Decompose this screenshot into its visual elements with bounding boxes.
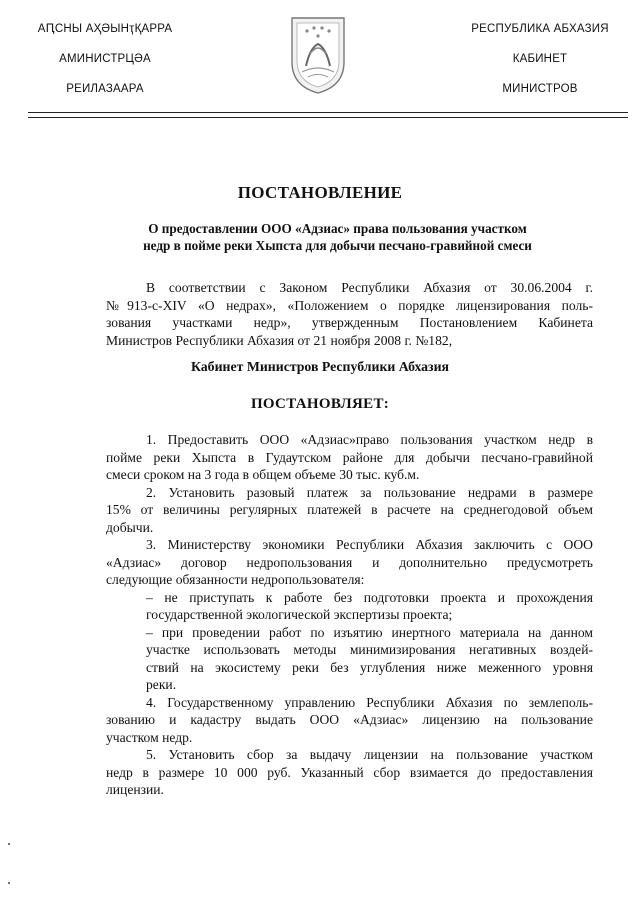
resolution-item-3	[106, 536, 593, 589]
preamble-line: №913-с-XIV «О недрах», «Положением о порядке лицензирования поль-	[106, 297, 593, 313]
header-right-line-1: РЕСПУБЛИКА АБХАЗИЯ	[471, 23, 609, 35]
preamble-line: Министров Республики Абхазия от 21 ноября 2008 г. №182,	[106, 332, 453, 348]
item-line: участком недр.	[106, 729, 193, 745]
cabinet-heading: Кабинет Министров Республики Абхазия	[190, 359, 450, 374]
obligation-1	[106, 589, 593, 624]
header-left-line-3: РЕИЛАЗААРА	[66, 83, 144, 95]
item-line: реки.	[146, 677, 177, 692]
preamble-line: зования участками недр», утвержденным Постановлением Кабинета	[106, 315, 593, 330]
item-line: недр в размере 10 000 руб. Указанный сбор взимается до предоставления	[106, 764, 593, 780]
subject-line: недр в пойме реки Хыпста для добычи песчано-гравийной смеси	[143, 238, 532, 253]
resolution-item-5	[106, 746, 593, 799]
item-line: добычи.	[106, 519, 154, 535]
item-line: ствий на экосистему реки без углубления ниже меженного уровня	[146, 659, 593, 675]
item-line: пойме реки Хыпста в Гудаутском районе для добычи песчано-гравийной	[106, 449, 593, 465]
item-line: государственной экологической экспертизы проекта;	[146, 607, 453, 622]
item-line: – при проведении работ по изъятию инертного материала на данном	[146, 624, 593, 640]
resolution-item-2	[106, 484, 593, 537]
item-line: «Адзиас» договор недропользования и дополнительно предусмотреть	[106, 554, 593, 570]
subject-line: О предоставлении ООО «Адзиас» права пользования участком	[148, 221, 527, 236]
scan-speck	[8, 843, 10, 845]
header-divider-top	[28, 112, 628, 113]
item-line: 3. Министерству экономики Республики Абхазия заключить с ООО	[146, 537, 593, 552]
header-right-line-2: КАБИНЕТ	[512, 53, 568, 65]
document-subject	[90, 220, 585, 254]
item-line: – не приступать к работе без подготовки проекта и прохождения	[146, 589, 593, 605]
header-left-line-2: АМИНИСТРЦӘА	[59, 53, 151, 65]
item-line: 2. Установить разовый платеж за пользование недрами в размере	[146, 484, 593, 500]
header-left-line-1: АԤСНЫ АҲӘЫНҭҚАРРА	[37, 23, 173, 35]
item-line: 15% от величины регулярных платежей в расчете на среднегодовой объем	[106, 502, 593, 517]
preamble-line: В соответствии с Законом Республики Абхазия от 30.06.2004 г.	[146, 280, 593, 295]
item-line: лицензии.	[106, 782, 164, 797]
header-right-line-3: МИНИСТРОВ	[502, 83, 578, 95]
item-line: следующие обязанности недропользователя:	[106, 572, 365, 587]
document-title: ПОСТАНОВЛЕНИЕ	[237, 183, 403, 202]
item-line: 4. Государственному управлению Республики Абхазия по землеполь-	[146, 694, 593, 710]
item-line: 1. Предоставить ООО «Адзиас»право пользования участком недр в	[146, 432, 593, 447]
item-line: участке использовать методы минимизирования негативных воздей-	[146, 642, 593, 657]
resolution-item-4	[106, 694, 593, 747]
coat-of-arms-icon	[288, 14, 348, 96]
item-line: смеси сроком на 3 года в общем объеме 30 тыс. куб.м.	[106, 467, 420, 482]
preamble-paragraph	[106, 279, 593, 349]
item-line: зованию и кадастру выдать ООО «Адзиас» лицензию на пользование	[106, 712, 593, 727]
resolution-items	[106, 431, 593, 799]
obligation-2	[106, 624, 593, 694]
resolves-heading: ПОСТАНОВЛЯЕТ:	[250, 396, 390, 412]
scan-speck	[8, 882, 10, 884]
item-line: 5. Установить сбор за выдачу лицензии на пользование участком	[146, 747, 593, 762]
header-divider-bottom	[28, 117, 628, 118]
resolution-item-1	[106, 431, 593, 484]
